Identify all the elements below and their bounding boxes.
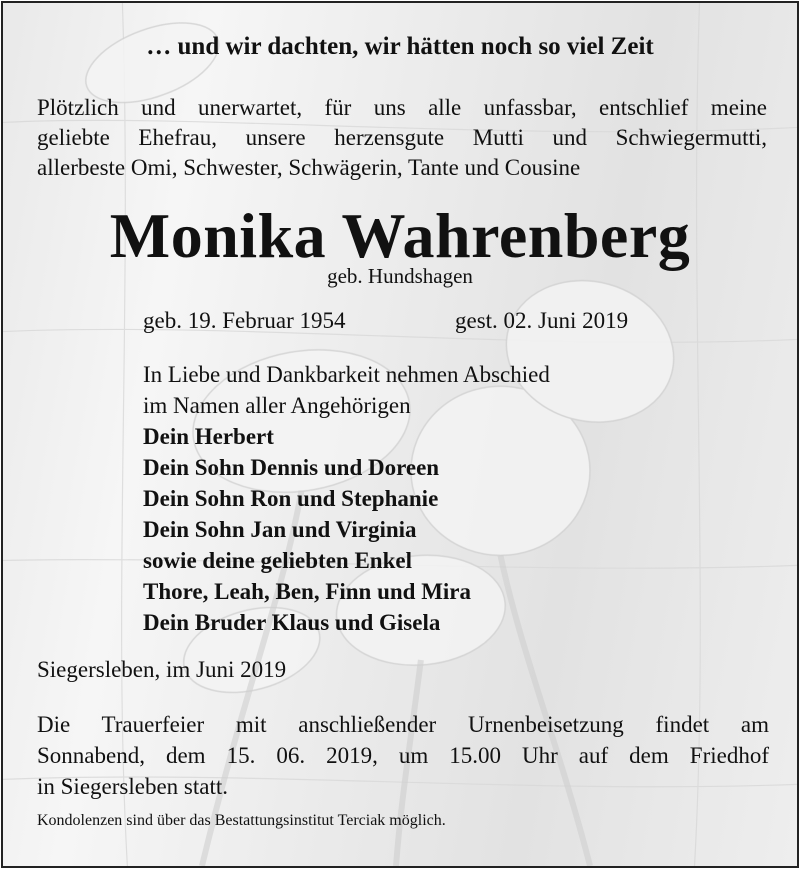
mourner-name: Thore, Leah, Ben, Finn und Mira <box>143 579 472 604</box>
birth-name: geb. Hundshagen <box>327 264 473 288</box>
motto-heading: … und wir dachten, wir hätten noch so viel Zeit <box>146 33 654 60</box>
mourner-name: Dein Herbert <box>143 424 274 449</box>
death-date: gest. 02. Juni 2019 <box>455 308 629 333</box>
mourner-name: Dein Sohn Jan und Virginia <box>143 517 417 542</box>
mourners-intro-line: In Liebe und Dankbarkeit nehmen Abschied <box>143 362 550 387</box>
mourner-name: Dein Bruder Klaus und Gisela <box>143 610 441 635</box>
service-line: Die Trauerfeier mit anschließender Urnenbeisetzung findet am <box>37 712 769 737</box>
birth-date: geb. 19. Februar 1954 <box>143 308 346 333</box>
service-line: in Siegersleben statt. <box>37 774 228 799</box>
service-line: Sonnabend, dem 15. 06. 2019, um 15.00 Uhr auf dem Friedhof <box>37 743 769 768</box>
intro-line: Plötzlich und unerwartet, für uns alle unfassbar, entschlief meine <box>37 95 767 120</box>
mourners-block <box>143 359 550 638</box>
mourner-name: Dein Sohn Dennis und Doreen <box>143 455 440 480</box>
intro-line: geliebte Ehefrau, unsere herzensgute Mutti und Schwiegermutti, <box>37 125 767 150</box>
condolences-note: Kondolenzen sind über das Bestattungsinstitut Terciak möglich. <box>37 812 446 829</box>
mourner-name: Dein Sohn Ron und Stephanie <box>143 486 439 511</box>
mourners-intro-line: im Namen aller Angehörigen <box>143 393 411 418</box>
funeral-service-text <box>37 709 769 802</box>
mourner-name: sowie deine geliebten Enkel <box>143 548 412 573</box>
obituary-notice <box>1 1 799 868</box>
place-and-date: Siegersleben, im Juni 2019 <box>37 657 287 682</box>
deceased-name: Monika Wahrenberg <box>109 200 691 271</box>
intro-text <box>37 93 767 183</box>
intro-line: allerbeste Omi, Schwester, Schwägerin, Tante und Cousine <box>37 155 581 180</box>
